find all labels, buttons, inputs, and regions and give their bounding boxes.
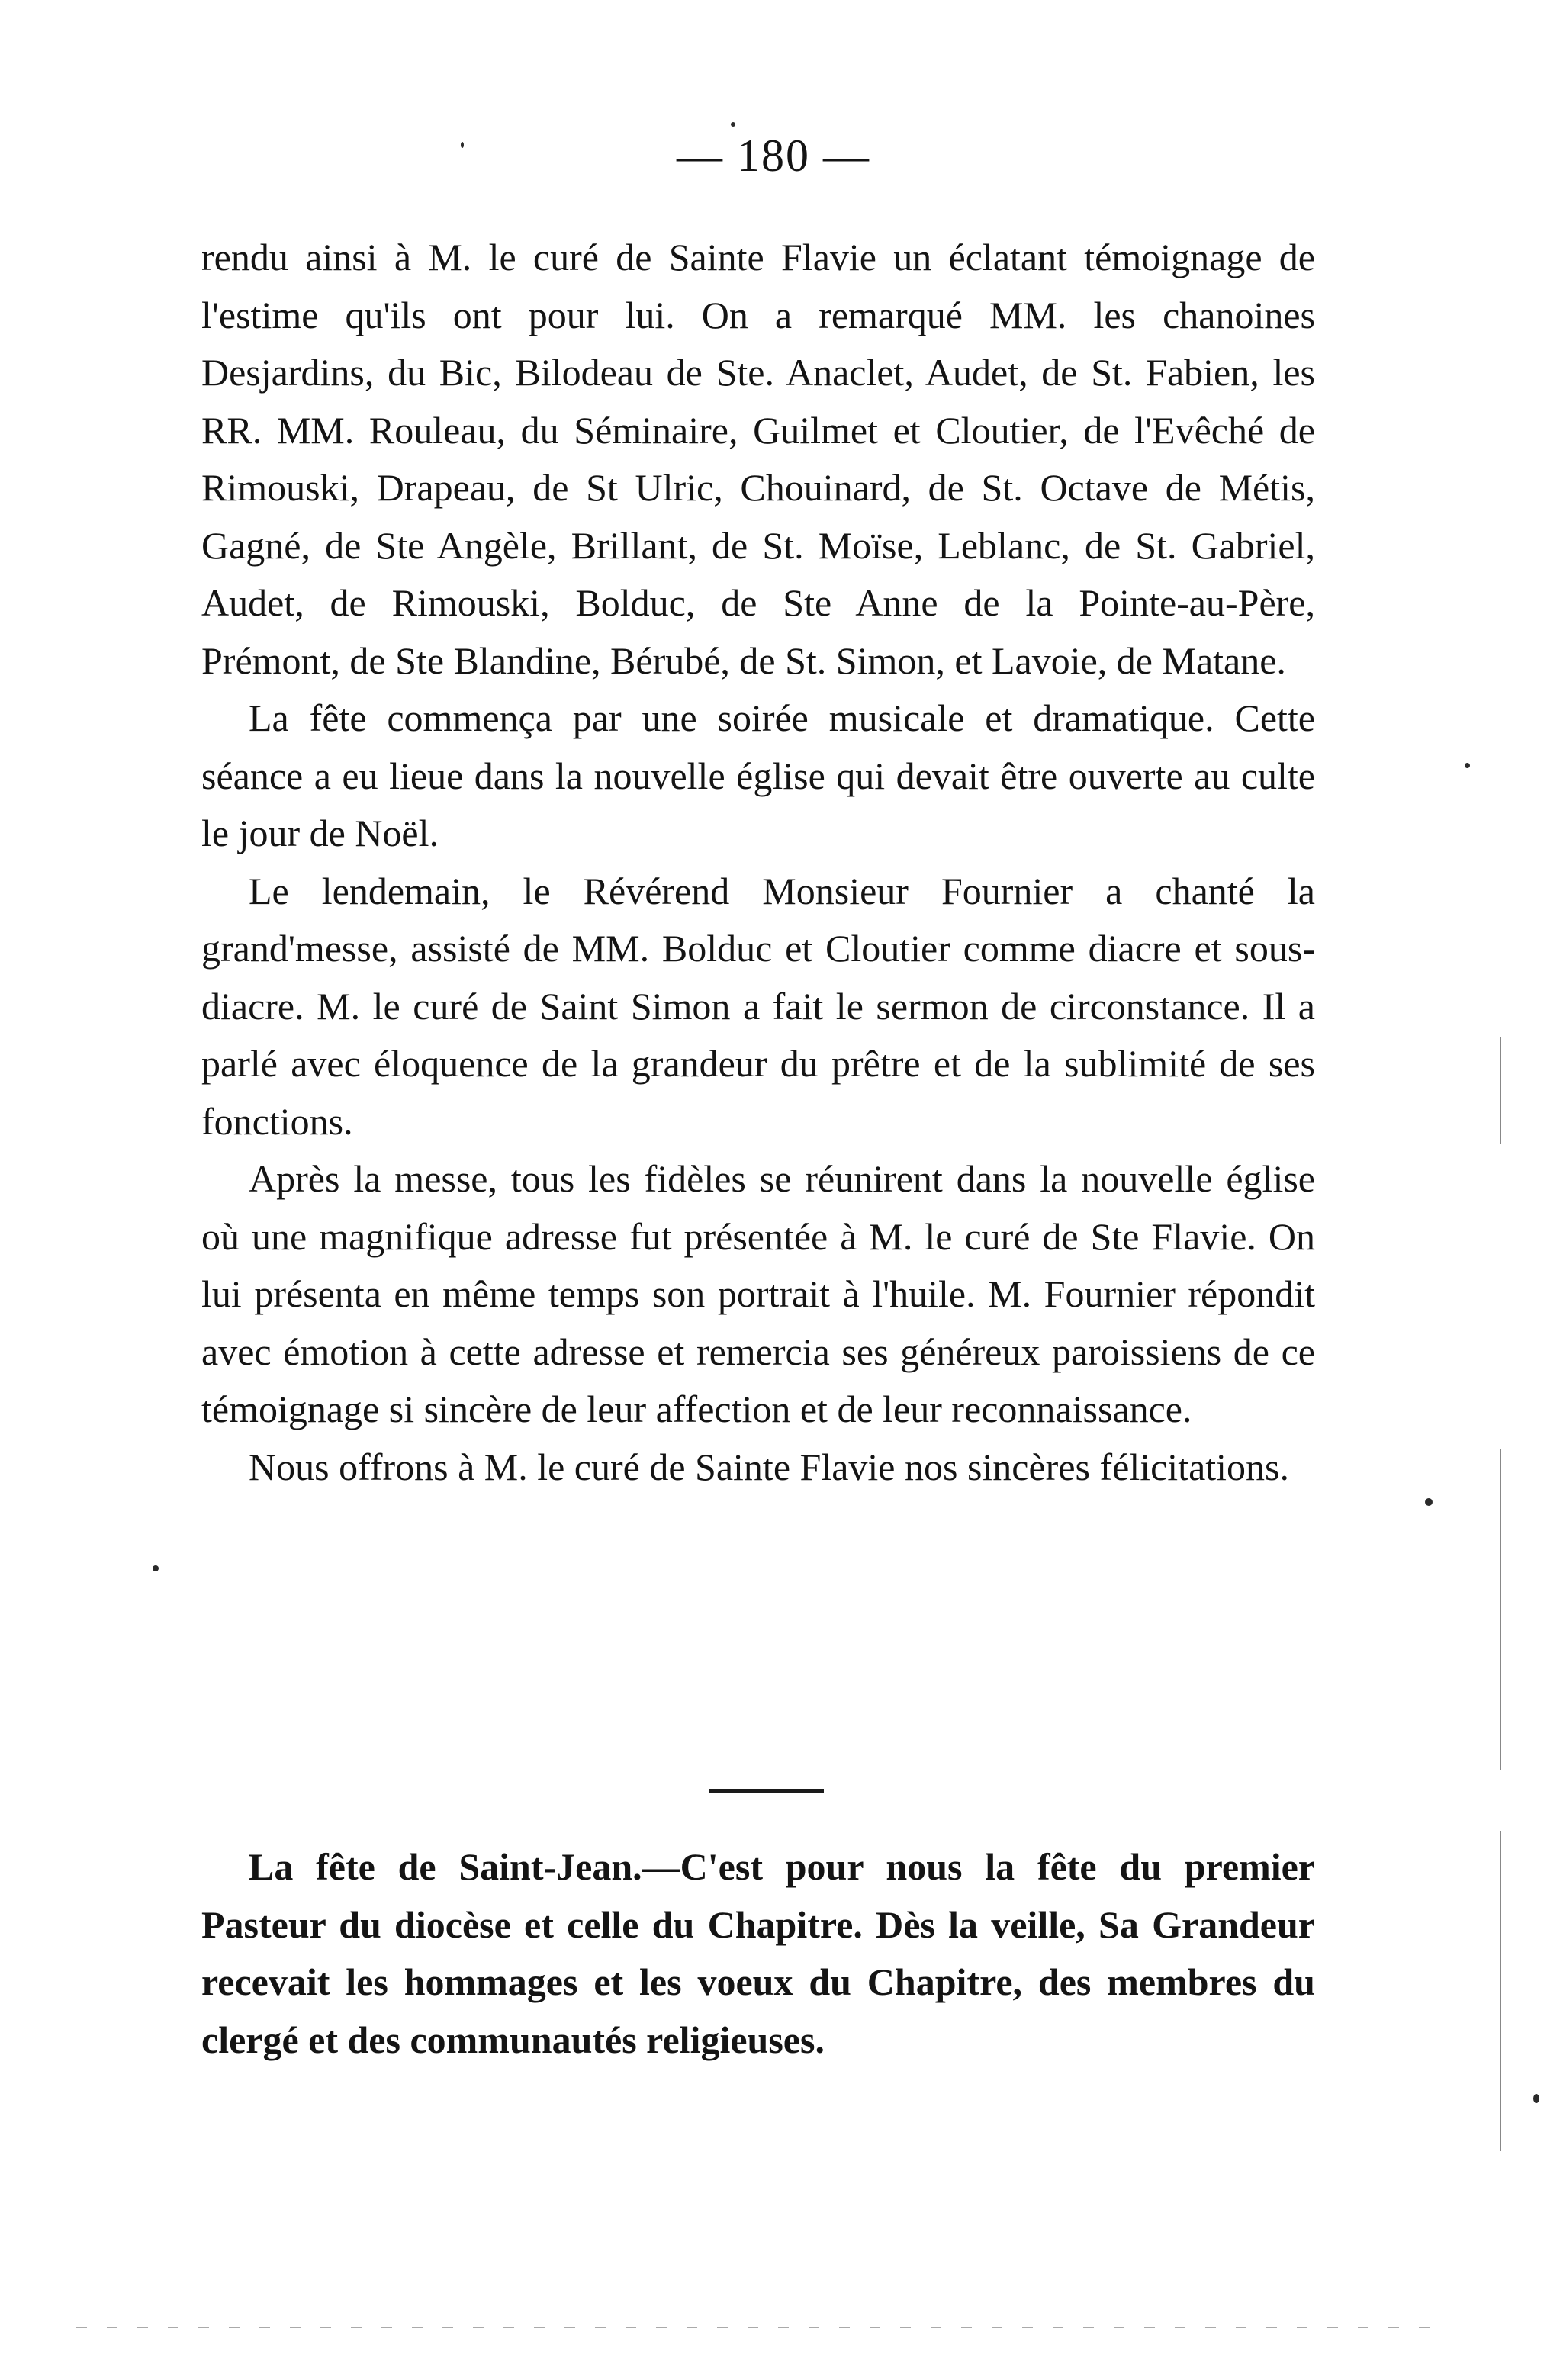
paragraph-1: rendu ainsi à M. le curé de Sainte Flavie un éclatant témoignage de l'estime qu'ils ont pour lui. On a remarqué MM. les chanoines Desjardins, du Bic, Bilodeau de Ste. Anaclet, Audet, de St. Fabien, les RR. MM. Rouleau, du Séminaire, Guilmet et Cloutier, de l'Evêché de Rimouski, Drapeau, de St Ulric, Chouinard, de St. Octave de Métis, Gagné, de Ste Angèle, Brillant, de St. Moïse, Leblanc, de St. Gabriel, Audet, de Rimouski, Bolduc, de Ste Anne de la Pointe-au-Père, Prémont, de Ste Blandine, Bérubé, de St. Simon, et Lavoie, de Matane. [201, 236, 1315, 682]
scan-edge-mark [1500, 1449, 1501, 1770]
scan-speck [1533, 2094, 1539, 2103]
paragraph-5: Nous offrons à M. le curé de Sainte Flavie nos sincères félicitations. [249, 1445, 1290, 1488]
scan-speck [1425, 1498, 1433, 1506]
scan-speck [1465, 763, 1470, 768]
paragraph-3: Le lendemain, le Révérend Monsieur Fournier a chanté la grand'messe, assisté de MM. Bolduc et Cloutier comme diacre et sous-diacre. M. le curé de Saint Simon a fait le sermon de circonstance. Il a parlé avec éloquence de la grandeur du prêtre et de la sublimité de ses fonctions. [201, 869, 1315, 1143]
section-title: La fête de Saint-Jean. [249, 1845, 642, 1888]
scan-speck [153, 1565, 159, 1571]
scan-speck [461, 142, 464, 148]
paragraph-2: La fête commença par une soirée musicale et dramatique. Cette séance a eu lieue dans la nouvelle église qui devait être ouverte au culte le jour de Noël. [201, 696, 1315, 854]
scan-speck [731, 122, 735, 127]
page-number: — 180 — [677, 130, 870, 181]
paragraph-4: Après la messe, tous les fidèles se réunirent dans la nouvelle église où une magnifique adresse fut présentée à M. le curé de Ste Flavie. On lui présenta en même temps son portrait à l'huile. M. Fournier répondit avec émotion à cette adresse et remercia ses généreux paroissiens de ce témoignage si sincère de leur affection et de leur reconnaissance. [201, 1157, 1315, 1430]
body-text [201, 229, 1315, 1496]
scan-edge-mark [1500, 1037, 1501, 1144]
section-divider [709, 1789, 824, 1793]
scan-edge-mark [1500, 1831, 1501, 2151]
section-text: —C'est pour nous la fête du premier Pasteur du diocèse et celle du Chapitre. Dès la veille, Sa Grandeur recevait les hommages et les voeux du Chapitre, des membres du clergé et des communautés religieuses. [201, 1845, 1316, 2061]
section-paragraph [201, 1838, 1315, 2069]
scan-bottom-noise [76, 2327, 1449, 2328]
section-saint-jean [201, 1838, 1315, 2069]
